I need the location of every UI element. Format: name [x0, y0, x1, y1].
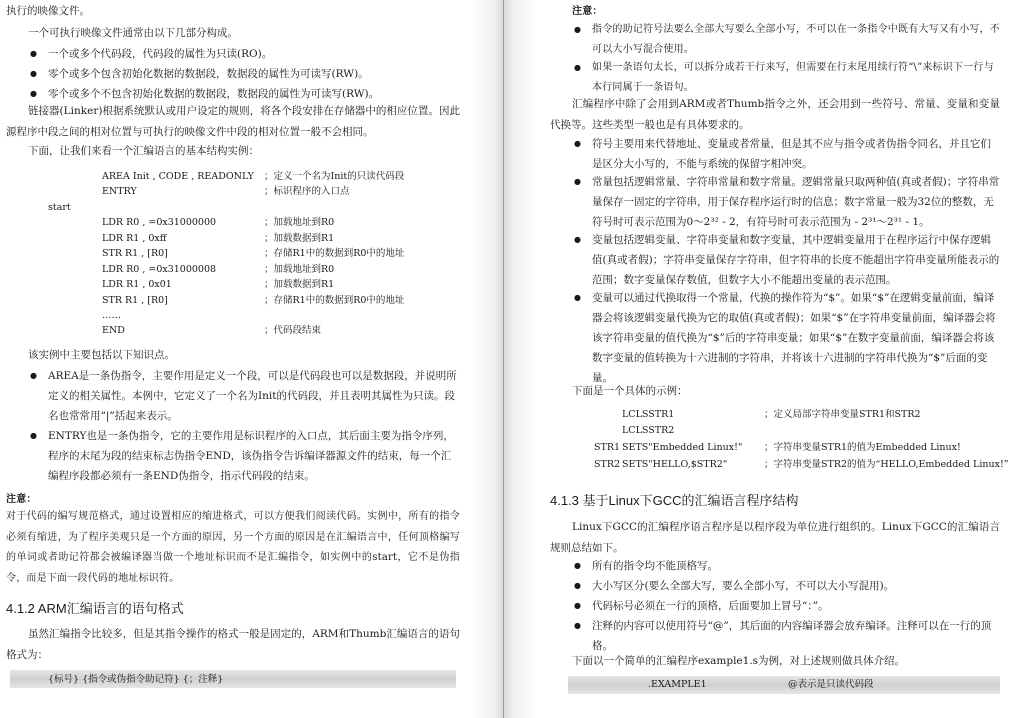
code-comment: ；定义一个名为Init的只读代码段 [264, 171, 405, 182]
text-line: 执行的映像文件。 [6, 5, 90, 17]
list-item: ● 零个或多个包含初始化数据的数据段，数据段的属性为可读写(RW)。 [30, 64, 460, 84]
text-line: 一个可执行映像文件通常由以下几部分构成。 [28, 27, 238, 39]
code-instruction: AREA Init , CODE , READONLY [102, 171, 254, 182]
code-comment: ；字符串变量STR1的值为Embedded Linux! [764, 442, 961, 453]
list-item: ● 一个或多个代码段，代码段的属性为只读(RO)。 [30, 44, 460, 64]
code-comment: ；字符串变量STR2的值为“HELLO,Embedded Linux!” [764, 459, 1009, 470]
paragraph-format: 虽然汇编指令比较多，但是其指令操作的格式一般是固定的，ARM和Thumb汇编语言的语句格式为： [6, 628, 460, 661]
section-heading: 4.1.3 基于Linux下GCC的汇编语言程序结构 [550, 493, 799, 508]
code-instruction: LDR R1 , 0x01 [102, 279, 172, 290]
list-item: ● 变量包括逻辑变量、字符串变量和数字变量，其中逻辑变量用于在程序运行中保存逻辑值(真或者假)；字符串变量保存字符串，但字符串的长度不能超出字符串变量所能表示的范围；数字变量保存数值，但数字大小不能超出变量的表示范围。 [574, 230, 1000, 290]
list-item: ● 如果一条语句太长，可以拆分成若干行来写，但需要在行末尾用续行符“\”来标识下一行与本行同属于一条语句。 [574, 58, 1000, 98]
code-instruction: LDR R0 , =0x31000000 [102, 217, 217, 228]
text-line: 下面以一个简单的汇编程序example1.s为例，对上述规则做具体介绍。 [572, 655, 906, 667]
code-instruction: SETS"Embedded Linux!" [622, 442, 743, 453]
list-item: ● 代码标号必须在一行的顶格，后面要加上冒号“：”。 [574, 596, 1000, 616]
note-body: 对于代码的编写规范格式，通过设置相应的缩进格式，可以方便我们阅读代码。实例中，所有的指令必须有缩进，为了程序美观只是一个方面的原因，另一个方面的原因是在汇编语言中，任何顶格编写的单词或者助记符都会被编译器当做一个地址标识而不是汇编指令，如实例中的start，它不是伪指令，而是下面一段代码的地址标识符。 [6, 511, 460, 584]
code-instruction: …… [102, 310, 121, 321]
book-spine-shadow [470, 0, 538, 718]
format-line: {标号} {指令或伪指令助记符} {；注释} [48, 674, 224, 685]
left-page [0, 0, 470, 718]
code-comment: ；定义局部字符串变量STR1和STR2 [764, 409, 921, 420]
list-item: ● 注释的内容可以使用符号“@”，其后面的内容编译器会放弃编译。注释可以在一行的顶格。 [574, 616, 1000, 656]
code-instruction: SETS"HELLO,$STR2" [622, 459, 728, 470]
code-instruction: .EXAMPLE1 [648, 679, 707, 690]
section-heading: 4.1.2 ARM汇编语言的语句格式 [6, 601, 184, 616]
paragraph-symbols: 汇编程序中除了会用到ARM或者Thumb指令之外，还会用到一些符号、常量、变量和变量代换等。这些类型一般也是有具体要求的。 [550, 98, 1000, 131]
paragraph-linker: 链接器(Linker)根据系统默认或用户设定的规则，将各个段安排在存储器中的相应位置。因此源程序中段之间的相对位置与可执行的映像文件中段的相对位置一般不会相同。 [6, 105, 460, 138]
list-item: ● 变量可以通过代换取得一个常量，代换的操作符为“$”。如果“$”在逻辑变量前面，编译器会将该逻辑变量代换为它的取值(真或者假)；如果“$”在字符串变量前面，编译器会将该字符串变量的值代换为“$”后的字符串变量；如果“$”在数字变量前面，编译器会将该数字变量的值转换为十六进制的字符串，并将该十六进制的字符串代换为“$”后面的变量。 [574, 288, 1000, 388]
code-instruction: STR R1 , [R0] [102, 295, 168, 306]
code-comment: ；代码段结束 [264, 325, 322, 336]
code-comment: ；加载数据到R1 [264, 233, 335, 244]
text-line: 该实例中主要包括以下知识点。 [28, 349, 175, 361]
right-page [538, 0, 1010, 718]
code-instruction: STR R1 , [R0] [102, 248, 168, 259]
list-item: ● 所有的指令均不能顶格写。 [574, 556, 1000, 576]
list-item: ● AREA是一条伪指令，主要作用是定义一个段，可以是代码段也可以是数据段，并说明所定义的相关属性。本例中，它定义了一个名为Init的代码段，并且表明其属性为只读。段名也常常用“|”括起来表示。 [30, 366, 460, 426]
code-instruction: LCLSSTR2 [622, 425, 675, 436]
code-highlight-band [568, 676, 1000, 694]
text-line: 下面，让我们来看一个汇编语言的基本结构实例： [28, 145, 259, 157]
list-item: ● 符号主要用来代替地址、变量或者常量，但是其不应与指令或者伪指令同名，并且它们是区分大小写的，不能与系统的保留字相冲突。 [574, 134, 1000, 174]
code-comment: ；存储R1中的数据到R0中的地址 [264, 248, 405, 259]
text-line: 下面是一个具体的示例： [572, 385, 688, 397]
code-label: start [48, 202, 71, 213]
list-item: ● 大小写区分(要么全部大写，要么全部小写，不可以大小写混用)。 [574, 576, 1000, 596]
code-instruction: LDR R0 , =0x31000008 [102, 264, 217, 275]
code-comment: ；加载数据到R1 [264, 279, 335, 290]
code-comment: ；存储R1中的数据到R0中的地址 [264, 295, 405, 306]
book-spine-line [503, 0, 504, 718]
code-instruction: LCLSSTR1 [622, 409, 675, 420]
note-title: 注意： [6, 494, 37, 505]
code-instruction: END [102, 325, 125, 336]
paragraph-gcc: Linux下GCC的汇编程序语言程序是以程序段为单位进行组织的。Linux下GCC的汇编语言规则总结如下。 [550, 521, 1000, 554]
list-item: ● 常量包括逻辑常量、字符串常量和数字常量。逻辑常量只取两种值(真或者假)；字符串常量保存一固定的字符串，用于保存程序运行时的信息；数字常量一般为32位的整数，无符号时可表示范围为0～2³² - 2，有符号时可表示范围为 - 2³¹～2³¹ - 1。 [574, 172, 1000, 232]
list-item: ● ENTRY也是一条伪指令，它的主要作用是标识程序的入口点，其后面主要为指令序列，程序的末尾为段的结束标志伪指令END，该伪指令告诉编译器源文件的结束，每一个汇编程序段都必须有一条END伪指令，指示代码段的结束。 [30, 426, 460, 486]
code-label: STR1 [594, 442, 621, 453]
code-comment: @表示是只读代码段 [788, 679, 874, 690]
code-instruction: LDR R1 , 0xff [102, 233, 167, 244]
code-comment: ；加载地址到R0 [264, 217, 335, 228]
list-item: ● 零个或多个不包含初始化数据的数据段，数据段的属性为可读写(RW)。 [30, 84, 460, 104]
code-comment: ；加载地址到R0 [264, 264, 335, 275]
code-comment: ；标识程序的入口点 [264, 186, 350, 197]
note-title: 注意： [572, 6, 603, 17]
code-label: STR2 [594, 459, 621, 470]
code-instruction: ENTRY [102, 186, 137, 197]
list-item: ● 指令的助记符号法要么全部大写要么全部小写，不可以在一条指令中既有大写又有小写，不可以大小写混合使用。 [574, 20, 1000, 60]
